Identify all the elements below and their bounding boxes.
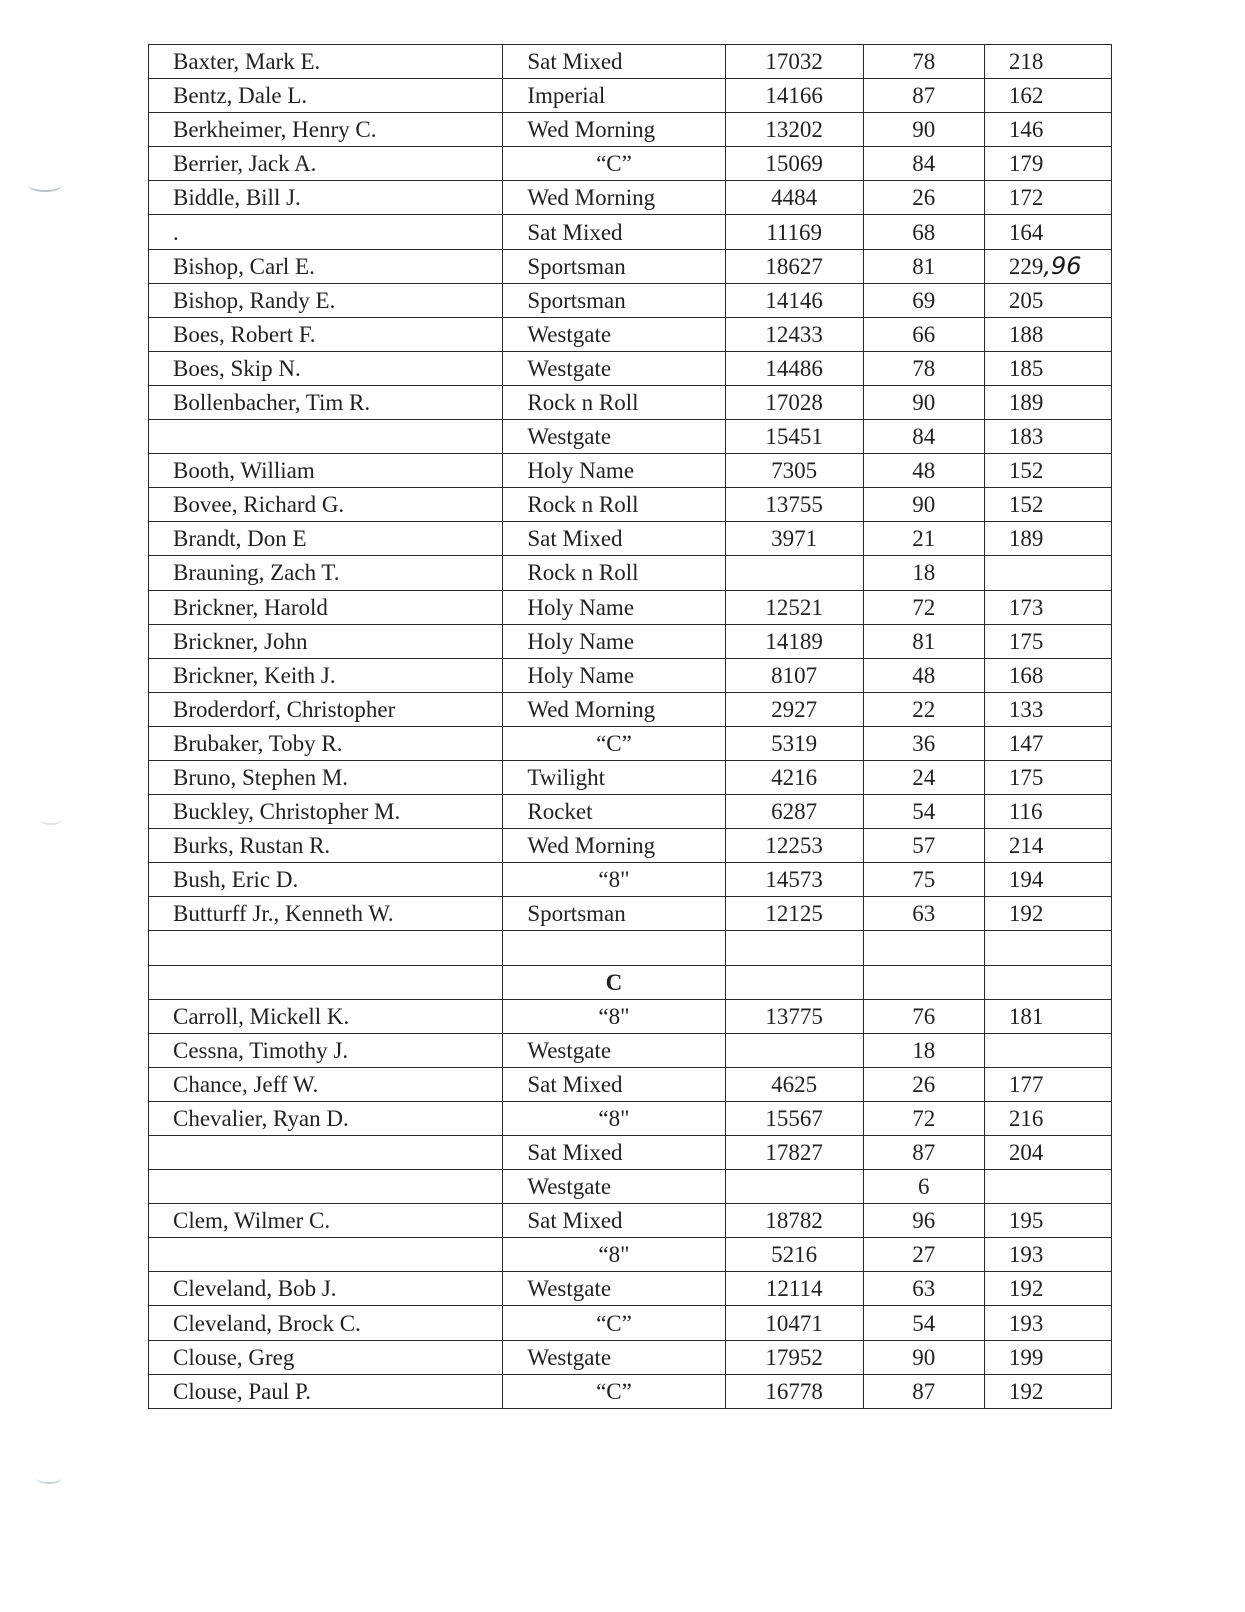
table-row	[149, 1374, 1112, 1408]
bowler-name-cell: Brauning, Zach T.	[149, 556, 503, 590]
total-pins-cell: 12253	[725, 829, 863, 863]
league-cell: Sat Mixed	[503, 1204, 725, 1238]
average-cell	[984, 113, 1111, 147]
bowler-name-cell: Bollenbacher, Tim R.	[149, 385, 503, 419]
table-row	[149, 1170, 1112, 1204]
games-cell: 87	[863, 1136, 984, 1170]
table-row	[149, 795, 1112, 829]
league-cell: Rock n Roll	[503, 556, 725, 590]
average-value: 189	[1008, 526, 1044, 552]
average-cell	[984, 1136, 1111, 1170]
league-cell: Rock n Roll	[503, 488, 725, 522]
games-cell: 78	[863, 45, 984, 79]
games-cell: 90	[863, 1340, 984, 1374]
average-value: 175	[1008, 628, 1044, 654]
total-pins-cell: 17032	[725, 45, 863, 79]
bowler-name-cell: Bovee, Richard G.	[149, 488, 503, 522]
league-cell: Sat Mixed	[503, 1136, 725, 1170]
total-pins-cell: 15451	[725, 420, 863, 454]
bowler-name-cell: Carroll, Mickell K.	[149, 999, 503, 1033]
average-value: 175	[1008, 765, 1044, 791]
league-cell: Sportsman	[503, 249, 725, 283]
bowler-name-cell: Baxter, Mark E.	[149, 45, 503, 79]
total-pins-cell	[725, 931, 863, 965]
total-pins-cell: 10471	[725, 1306, 863, 1340]
bowler-name-cell: Clem, Wilmer C.	[149, 1204, 503, 1238]
bowler-name-cell: Brandt, Don E	[149, 522, 503, 556]
games-cell: 21	[863, 522, 984, 556]
games-cell: 48	[863, 454, 984, 488]
average-cell	[984, 795, 1111, 829]
table-row	[149, 897, 1112, 931]
games-cell: 54	[863, 1306, 984, 1340]
table-row	[149, 1238, 1112, 1272]
average-value: 216	[1008, 1105, 1044, 1131]
bowler-name-cell: Buckley, Christopher M.	[149, 795, 503, 829]
total-pins-cell	[725, 1033, 863, 1067]
total-pins-cell: 11169	[725, 215, 863, 249]
average-cell	[984, 556, 1111, 590]
games-cell: 6	[863, 1170, 984, 1204]
average-value: 218	[1008, 49, 1044, 75]
bowler-name-cell: Chance, Jeff W.	[149, 1067, 503, 1101]
average-cell	[984, 726, 1111, 760]
bowler-name-cell: Berkheimer, Henry C.	[149, 113, 503, 147]
average-cell	[984, 249, 1111, 283]
games-cell: 72	[863, 590, 984, 624]
league-cell: Wed Morning	[503, 829, 725, 863]
total-pins-cell: 14166	[725, 79, 863, 113]
bowler-name-cell	[149, 1136, 503, 1170]
bowler-name-cell: Brickner, Harold	[149, 590, 503, 624]
table-row	[149, 556, 1112, 590]
average-value: 188	[1008, 321, 1044, 347]
average-value: 168	[1008, 662, 1044, 688]
average-value: 192	[1008, 1276, 1044, 1302]
games-cell: 24	[863, 760, 984, 794]
average-cell	[984, 658, 1111, 692]
games-cell: 63	[863, 897, 984, 931]
average-value: 147	[1008, 730, 1044, 756]
average-value: 194	[1008, 867, 1044, 893]
games-cell: 18	[863, 556, 984, 590]
games-cell: 26	[863, 1067, 984, 1101]
league-cell: Rock n Roll	[503, 385, 725, 419]
total-pins-cell: 13775	[725, 999, 863, 1033]
total-pins-cell	[725, 965, 863, 999]
total-pins-cell: 15069	[725, 147, 863, 181]
section-letter: C	[503, 965, 725, 999]
league-cell: Twilight	[503, 760, 725, 794]
bowler-name-cell: Clouse, Paul P.	[149, 1374, 503, 1408]
bowler-name-cell: Broderdorf, Christopher	[149, 692, 503, 726]
bowler-name-cell: Cleveland, Brock C.	[149, 1306, 503, 1340]
games-cell: 84	[863, 147, 984, 181]
league-cell: Westgate	[503, 1170, 725, 1204]
bowler-name-cell: Bentz, Dale L.	[149, 79, 503, 113]
bowler-name-cell: Butturff Jr., Kenneth W.	[149, 897, 503, 931]
scan-mark-bottom	[36, 1472, 62, 1484]
table-row	[149, 79, 1112, 113]
average-cell	[984, 829, 1111, 863]
average-value: 204	[1008, 1140, 1044, 1166]
games-cell: 36	[863, 726, 984, 760]
league-cell	[503, 931, 725, 965]
table-row	[149, 1340, 1112, 1374]
table-row	[149, 420, 1112, 454]
table-row	[149, 488, 1112, 522]
average-cell	[984, 624, 1111, 658]
games-cell: 78	[863, 351, 984, 385]
average-cell	[984, 45, 1111, 79]
table-row	[149, 1204, 1112, 1238]
table-row	[149, 999, 1112, 1033]
average-cell	[984, 79, 1111, 113]
games-cell: 84	[863, 420, 984, 454]
league-cell: Wed Morning	[503, 181, 725, 215]
average-cell	[984, 863, 1111, 897]
average-value: 173	[1008, 594, 1044, 620]
average-value: 183	[1008, 424, 1044, 450]
table-row	[149, 590, 1112, 624]
table-row	[149, 113, 1112, 147]
bowler-name-cell: Clouse, Greg	[149, 1340, 503, 1374]
average-cell	[984, 1067, 1111, 1101]
average-cell	[984, 1033, 1111, 1067]
total-pins-cell: 7305	[725, 454, 863, 488]
table-row	[149, 351, 1112, 385]
table-row	[149, 692, 1112, 726]
total-pins-cell: 12114	[725, 1272, 863, 1306]
league-cell: “8"	[503, 1238, 725, 1272]
games-cell: 54	[863, 795, 984, 829]
bowler-name-cell: Brickner, John	[149, 624, 503, 658]
average-cell	[984, 590, 1111, 624]
table-row	[149, 1101, 1112, 1135]
average-cell	[984, 897, 1111, 931]
average-cell	[984, 1101, 1111, 1135]
league-cell: Sat Mixed	[503, 45, 725, 79]
games-cell: 22	[863, 692, 984, 726]
average-value: 133	[1008, 696, 1044, 722]
average-cell	[984, 1306, 1111, 1340]
games-cell: 69	[863, 283, 984, 317]
total-pins-cell: 14486	[725, 351, 863, 385]
handwritten-annotation: ,96	[1043, 251, 1082, 280]
games-cell: 76	[863, 999, 984, 1033]
table-row	[149, 317, 1112, 351]
bowler-name-cell: Bishop, Carl E.	[149, 249, 503, 283]
games-cell: 57	[863, 829, 984, 863]
total-pins-cell: 14573	[725, 863, 863, 897]
average-cell	[984, 692, 1111, 726]
bowler-name-cell	[149, 1238, 503, 1272]
average-value: 214	[1008, 833, 1044, 859]
average-cell	[984, 931, 1111, 965]
league-cell: Sportsman	[503, 283, 725, 317]
league-cell: Westgate	[503, 1340, 725, 1374]
games-cell: 68	[863, 215, 984, 249]
scan-mark-top	[28, 178, 62, 192]
average-value: 195	[1008, 1208, 1044, 1234]
league-cell: Westgate	[503, 351, 725, 385]
bowler-name-cell: Boes, Skip N.	[149, 351, 503, 385]
average-cell	[984, 760, 1111, 794]
total-pins-cell: 5216	[725, 1238, 863, 1272]
games-cell	[863, 965, 984, 999]
table-row	[149, 147, 1112, 181]
average-value: 193	[1008, 1310, 1044, 1336]
bowler-name-cell	[149, 931, 503, 965]
average-value: 177	[1008, 1071, 1044, 1097]
average-value: 164	[1008, 219, 1044, 245]
bowler-name-cell: Chevalier, Ryan D.	[149, 1101, 503, 1135]
average-value: 192	[1008, 901, 1044, 927]
average-value: 179	[1008, 151, 1044, 177]
table-row	[149, 249, 1112, 283]
total-pins-cell: 2927	[725, 692, 863, 726]
bowler-name-cell: Cleveland, Bob J.	[149, 1272, 503, 1306]
table-row	[149, 45, 1112, 79]
total-pins-cell: 16778	[725, 1374, 863, 1408]
table-row	[149, 522, 1112, 556]
bowler-name-cell: Berrier, Jack A.	[149, 147, 503, 181]
total-pins-cell: 5319	[725, 726, 863, 760]
table-row	[149, 1272, 1112, 1306]
bowler-name-cell: Biddle, Bill J.	[149, 181, 503, 215]
games-cell	[863, 931, 984, 965]
bowler-name-cell: Bruno, Stephen M.	[149, 760, 503, 794]
league-cell: Holy Name	[503, 454, 725, 488]
average-value: 152	[1008, 492, 1044, 518]
average-value: 199	[1008, 1344, 1044, 1370]
total-pins-cell: 12521	[725, 590, 863, 624]
average-cell	[984, 488, 1111, 522]
average-cell	[984, 317, 1111, 351]
section-header-row	[149, 965, 1112, 999]
table-row	[149, 283, 1112, 317]
average-cell	[984, 999, 1111, 1033]
total-pins-cell: 6287	[725, 795, 863, 829]
bowler-name-cell	[149, 1170, 503, 1204]
average-cell	[984, 1272, 1111, 1306]
total-pins-cell: 17827	[725, 1136, 863, 1170]
average-cell	[984, 1374, 1111, 1408]
total-pins-cell: 17028	[725, 385, 863, 419]
average-cell	[984, 1238, 1111, 1272]
league-cell: “C”	[503, 147, 725, 181]
average-cell	[984, 1340, 1111, 1374]
average-value: 229	[1008, 253, 1044, 279]
bowler-averages-table	[148, 44, 1112, 1409]
average-value: 192	[1008, 1378, 1044, 1404]
average-value: 162	[1008, 83, 1044, 109]
average-cell	[984, 420, 1111, 454]
table-row	[149, 215, 1112, 249]
league-cell: Sat Mixed	[503, 215, 725, 249]
bowler-name-cell	[149, 965, 503, 999]
table-row	[149, 931, 1112, 965]
average-value: 193	[1008, 1242, 1044, 1268]
league-cell: “8"	[503, 999, 725, 1033]
games-cell: 81	[863, 624, 984, 658]
total-pins-cell: 17952	[725, 1340, 863, 1374]
total-pins-cell: 15567	[725, 1101, 863, 1135]
bowler-name-cell: Bush, Eric D.	[149, 863, 503, 897]
league-cell: Sportsman	[503, 897, 725, 931]
average-value: 146	[1008, 117, 1044, 143]
scan-mark-middle	[40, 815, 62, 825]
league-cell: Wed Morning	[503, 692, 725, 726]
total-pins-cell: 13755	[725, 488, 863, 522]
table-row	[149, 454, 1112, 488]
bowler-name-cell: Booth, William	[149, 454, 503, 488]
league-cell: Westgate	[503, 317, 725, 351]
table-body	[149, 45, 1112, 1409]
average-cell	[984, 522, 1111, 556]
league-cell: Westgate	[503, 420, 725, 454]
total-pins-cell: 13202	[725, 113, 863, 147]
table-row	[149, 1136, 1112, 1170]
bowler-name-cell: Brickner, Keith J.	[149, 658, 503, 692]
league-cell: Rocket	[503, 795, 725, 829]
league-cell: Westgate	[503, 1033, 725, 1067]
games-cell: 63	[863, 1272, 984, 1306]
league-cell: “8"	[503, 1101, 725, 1135]
table-row	[149, 658, 1112, 692]
total-pins-cell: 14146	[725, 283, 863, 317]
average-value: 152	[1008, 458, 1044, 484]
league-cell: Sat Mixed	[503, 522, 725, 556]
average-cell	[984, 385, 1111, 419]
total-pins-cell: 8107	[725, 658, 863, 692]
average-value: 116	[1008, 799, 1043, 825]
table-row	[149, 829, 1112, 863]
league-cell: “C”	[503, 1374, 725, 1408]
games-cell: 26	[863, 181, 984, 215]
table-row	[149, 1306, 1112, 1340]
bowler-name-cell: Boes, Robert F.	[149, 317, 503, 351]
total-pins-cell: 14189	[725, 624, 863, 658]
games-cell: 87	[863, 79, 984, 113]
games-cell: 18	[863, 1033, 984, 1067]
average-value: 172	[1008, 185, 1044, 211]
total-pins-cell: 12125	[725, 897, 863, 931]
total-pins-cell	[725, 1170, 863, 1204]
average-value: 181	[1008, 1003, 1044, 1029]
games-cell: 81	[863, 249, 984, 283]
table-row	[149, 760, 1112, 794]
total-pins-cell: 18782	[725, 1204, 863, 1238]
bowler-name-cell: Cessna, Timothy J.	[149, 1033, 503, 1067]
average-cell	[984, 181, 1111, 215]
total-pins-cell: 4484	[725, 181, 863, 215]
total-pins-cell: 12433	[725, 317, 863, 351]
games-cell: 75	[863, 863, 984, 897]
games-cell: 27	[863, 1238, 984, 1272]
league-cell: Wed Morning	[503, 113, 725, 147]
league-cell: “8"	[503, 863, 725, 897]
bowler-name-cell	[149, 420, 503, 454]
table-row	[149, 1067, 1112, 1101]
average-cell	[984, 454, 1111, 488]
total-pins-cell: 18627	[725, 249, 863, 283]
league-cell: Westgate	[503, 1272, 725, 1306]
average-value: 189	[1008, 389, 1044, 415]
league-cell: Sat Mixed	[503, 1067, 725, 1101]
average-value: 185	[1008, 355, 1044, 381]
table-row	[149, 726, 1112, 760]
average-cell	[984, 351, 1111, 385]
league-cell: “C”	[503, 726, 725, 760]
league-cell: Holy Name	[503, 624, 725, 658]
games-cell: 96	[863, 1204, 984, 1238]
average-cell	[984, 1204, 1111, 1238]
table-row	[149, 385, 1112, 419]
league-cell: Holy Name	[503, 590, 725, 624]
bowler-name-cell: Brubaker, Toby R.	[149, 726, 503, 760]
bowler-name-cell: Burks, Rustan R.	[149, 829, 503, 863]
games-cell: 48	[863, 658, 984, 692]
total-pins-cell	[725, 556, 863, 590]
table-row	[149, 1033, 1112, 1067]
average-cell	[984, 1170, 1111, 1204]
league-cell: Imperial	[503, 79, 725, 113]
total-pins-cell: 4625	[725, 1067, 863, 1101]
games-cell: 90	[863, 113, 984, 147]
bowler-name-cell: Bishop, Randy E.	[149, 283, 503, 317]
games-cell: 66	[863, 317, 984, 351]
games-cell: 90	[863, 488, 984, 522]
average-cell	[984, 215, 1111, 249]
table-row	[149, 863, 1112, 897]
bowler-name-cell: .	[149, 215, 503, 249]
table-row	[149, 181, 1112, 215]
average-value: 205	[1008, 287, 1044, 313]
games-cell: 72	[863, 1101, 984, 1135]
table-row	[149, 624, 1112, 658]
total-pins-cell: 4216	[725, 760, 863, 794]
average-cell	[984, 283, 1111, 317]
games-cell: 90	[863, 385, 984, 419]
league-cell: “C”	[503, 1306, 725, 1340]
games-cell: 87	[863, 1374, 984, 1408]
average-cell	[984, 965, 1111, 999]
league-cell: Holy Name	[503, 658, 725, 692]
average-cell	[984, 147, 1111, 181]
total-pins-cell: 3971	[725, 522, 863, 556]
